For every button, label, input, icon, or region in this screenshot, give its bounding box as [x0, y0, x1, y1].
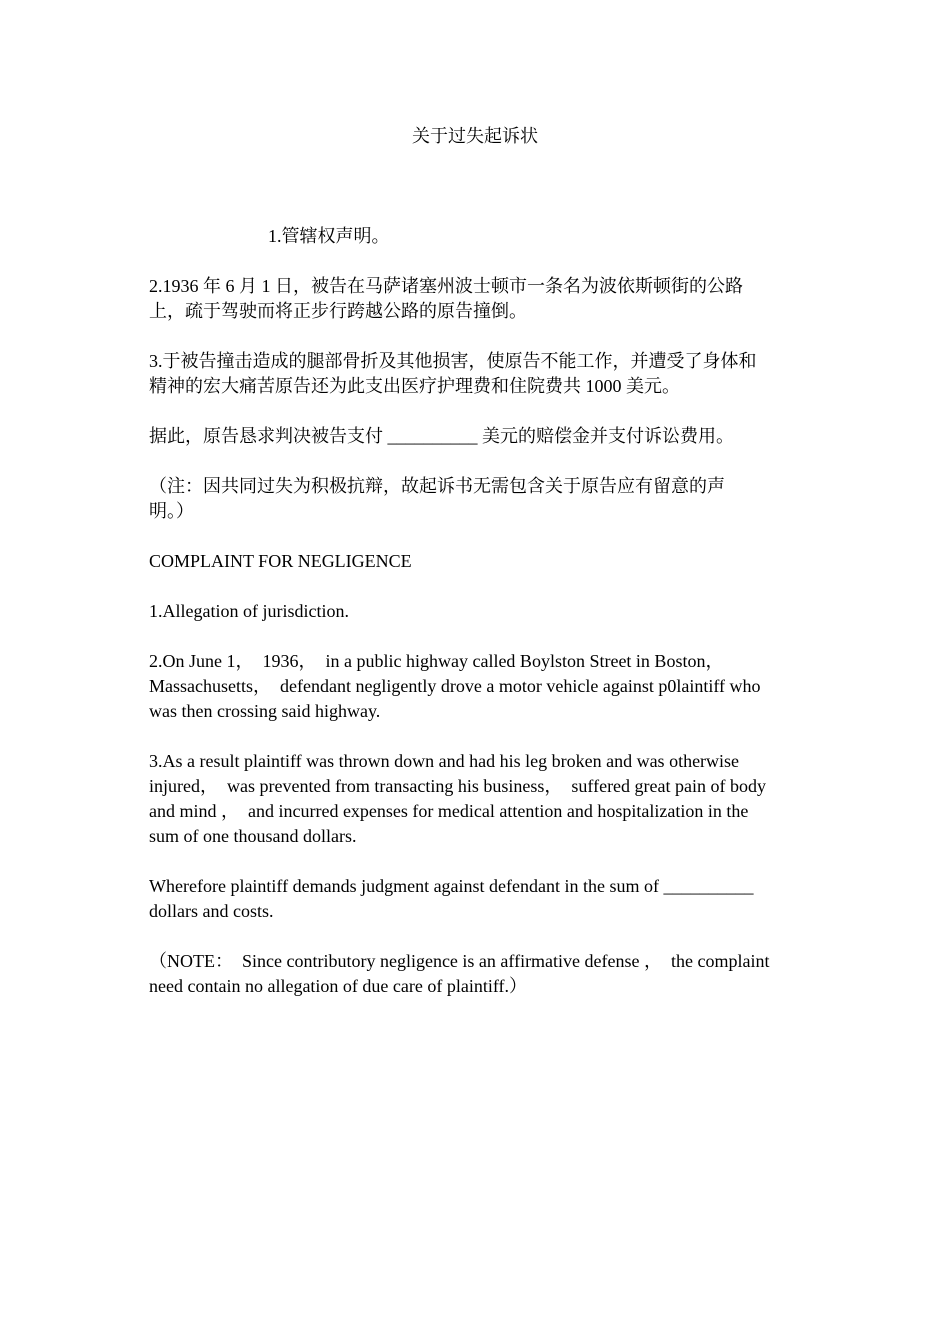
- en-item-3-line-2: injured， was prevented from transacting his business， suffered great pain of body: [149, 776, 767, 796]
- en-heading: [149, 549, 809, 574]
- en-item-3-line-3: and mind ， and incurred expenses for medical attention and hospitalization in the: [149, 801, 749, 821]
- en-item-2-incident: [149, 649, 809, 724]
- zh-item-3-line-2: 精神的宏大痛苦原告还为此支出医疗护理费和住院费共 1000 美元。: [149, 376, 680, 396]
- zh-item-3-damages: [149, 349, 809, 399]
- en-note-line-1: （NOTE： Since contributory negligence is an affirmative defense ， the complaint: [149, 951, 770, 971]
- zh-note-line-1: （注：因共同过失为积极抗辩，故起诉书无需包含关于原告应有留意的声: [149, 476, 725, 496]
- document-body: [149, 124, 809, 1024]
- en-prayer-line-2: dollars and costs.: [149, 901, 274, 921]
- zh-prayer-line: 据此，原告恳求判决被告支付 __________ 美元的赔偿金并支付诉讼费用。: [149, 426, 734, 446]
- zh-item-2-line-2: 上，疏于驾驶而将正步行跨越公路的原告撞倒。: [149, 301, 527, 321]
- zh-note: [149, 474, 809, 524]
- en-title: COMPLAINT FOR NEGLIGENCE: [149, 551, 412, 571]
- en-note-line-2: need contain no allegation of due care of plaintiff.）: [149, 976, 528, 996]
- en-item-3-damages: [149, 749, 809, 849]
- zh-prayer-for-relief: [149, 424, 809, 449]
- en-item-1-line: 1.Allegation of jurisdiction.: [149, 601, 349, 621]
- en-item-2-line-1: 2.On June 1， 1936， in a public highway called Boylston Street in Boston，: [149, 651, 724, 671]
- en-item-3-line-1: 3.As a result plaintiff was thrown down and had his leg broken and was otherwise: [149, 751, 740, 771]
- zh-item-2-incident: [149, 274, 809, 324]
- en-item-2-line-3: was then crossing said highway.: [149, 701, 381, 721]
- zh-item-1-line: 1.管辖权声明。: [268, 226, 390, 246]
- en-item-2-line-2: Massachusetts， defendant negligently drove a motor vehicle against p0laintiff who: [149, 676, 761, 696]
- en-item-1-jurisdiction: [149, 599, 809, 624]
- zh-item-3-line-1: 3.于被告撞击造成的腿部骨折及其他损害，使原告不能工作，并遭受了身体和: [149, 351, 757, 371]
- document-title-chinese: 关于过失起诉状: [412, 126, 538, 146]
- zh-item-1-jurisdiction: [149, 224, 809, 249]
- en-prayer-line-1: Wherefore plaintiff demands judgment against defendant in the sum of __________: [149, 876, 754, 896]
- en-item-3-line-4: sum of one thousand dollars.: [149, 826, 357, 846]
- zh-note-line-2: 明。）: [149, 501, 194, 521]
- en-note: [149, 949, 809, 999]
- zh-item-2-line-1: 2.1936 年 6 月 1 日，被告在马萨诸塞州波士顿市一条名为波依斯顿街的公路: [149, 276, 743, 296]
- en-prayer-for-relief: [149, 874, 809, 924]
